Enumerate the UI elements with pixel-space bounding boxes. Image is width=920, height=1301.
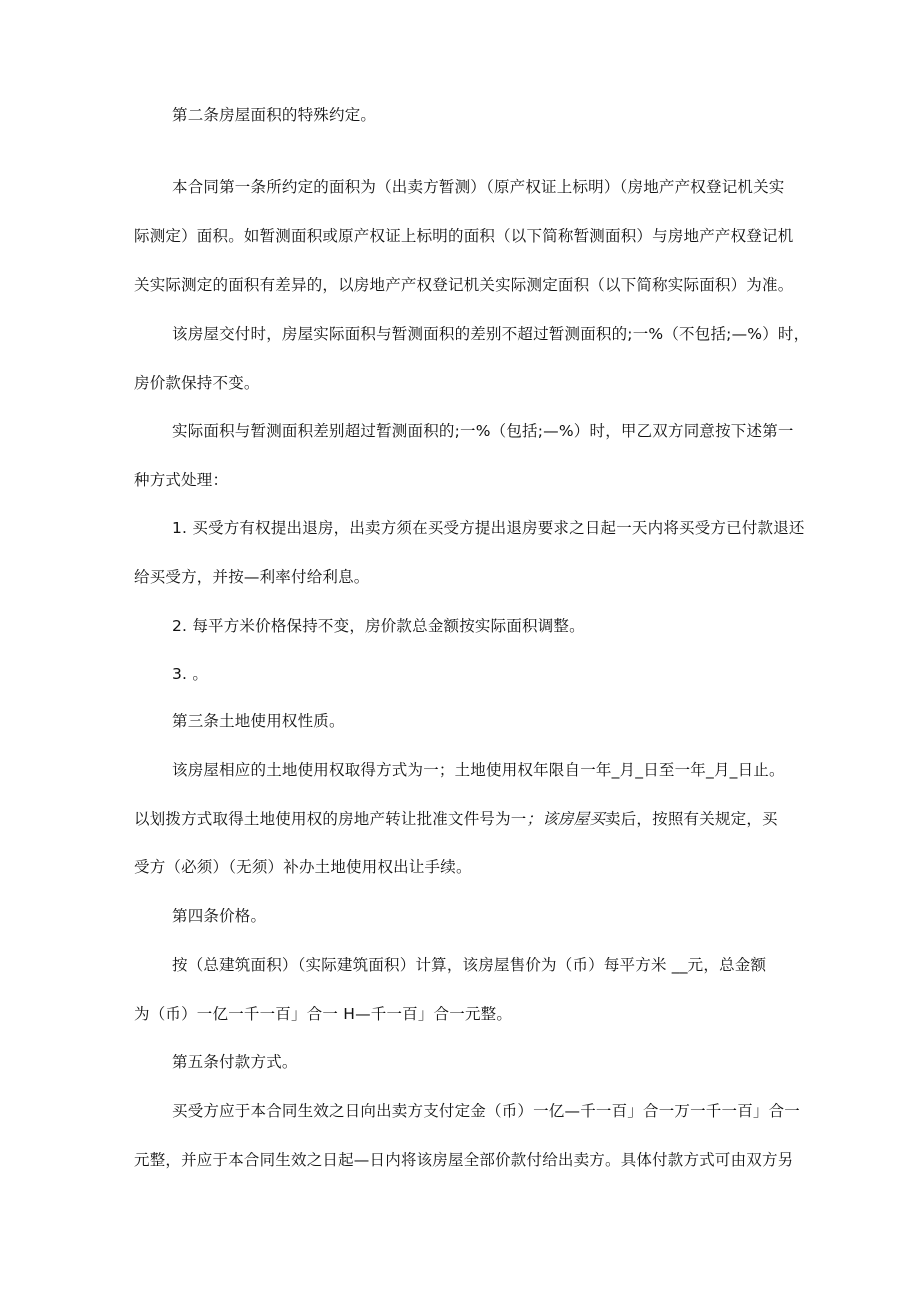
paragraph-line: 实际面积与暂测面积差别超过暂测面积的;一%（包括;—%）时，甲乙双方同意按下述第一 — [172, 422, 794, 440]
paragraph-line: 受方（必须）（无须）补办土地使用权出让手续。 — [134, 858, 472, 876]
article-2-heading: 第二条房屋面积的特殊约定。 — [172, 106, 377, 124]
list-item-1: 1. 买受方有权提出退房，出卖方须在买受方提出退房要求之日起一天内将买受方已付款退还 — [172, 519, 805, 537]
line-part: 卖后，按照有关规定，买 — [605, 810, 778, 828]
paragraph-line: 按（总建筑面积）（实际建筑面积）计算，该房屋售价为（币）每平方米 __元，总金额 — [172, 956, 767, 974]
line-part: 以划拨方式取得土地使用权的房地产转让批准文件号为一 — [134, 810, 527, 828]
article-4-heading: 第四条价格。 — [172, 907, 267, 925]
list-item-2: 2. 每平方米价格保持不变，房价款总金额按实际面积调整。 — [172, 617, 585, 635]
paragraph-line: 为（币）一亿一千一百」合一 H—千一百」合一元整。 — [134, 1005, 513, 1023]
paragraph-line: 该房屋相应的土地使用权取得方式为一；土地使用权年限自一年_月_日至一年_月_日止。 — [172, 761, 785, 779]
italic-segment: ；该房屋买 — [526, 810, 606, 828]
paragraph-line: 该房屋交付时，房屋实际面积与暂测面积的差别不超过暂测面积的;一%（不包括;—%）时， — [172, 325, 810, 343]
paragraph-line: 本合同第一条所约定的面积为（出卖方暂测）（原产权证上标明）（房地产产权登记机关实 — [172, 178, 785, 196]
list-item-3: 3. 。 — [172, 665, 209, 683]
paragraph-line: 房价款保持不变。 — [134, 374, 260, 392]
article-5-heading: 第五条付款方式。 — [172, 1053, 298, 1071]
article-3-heading: 第三条土地使用权性质。 — [172, 712, 345, 730]
list-item-1-cont: 给买受方，并按—利率付给利息。 — [134, 568, 370, 586]
paragraph-line: 买受方应于本合同生效之日向出卖方支付定金（币）一亿—千一百」合一万一千一百」合一 — [172, 1102, 801, 1120]
paragraph-line: 种方式处理： — [134, 471, 229, 489]
paragraph-line — [134, 809, 778, 829]
paragraph-line: 元整，并应于本合同生效之日起—日内将该房屋全部价款付给出卖方。具体付款方式可由双方另 — [134, 1151, 794, 1169]
paragraph-line: 际测定）面积。如暂测面积或原产权证上标明的面积（以下简称暂测面积）与房地产产权登记机 — [134, 227, 794, 245]
paragraph-line: 关实际测定的面积有差异的，以房地产产权登记机关实际测定面积（以下简称实际面积）为准。 — [134, 276, 794, 294]
